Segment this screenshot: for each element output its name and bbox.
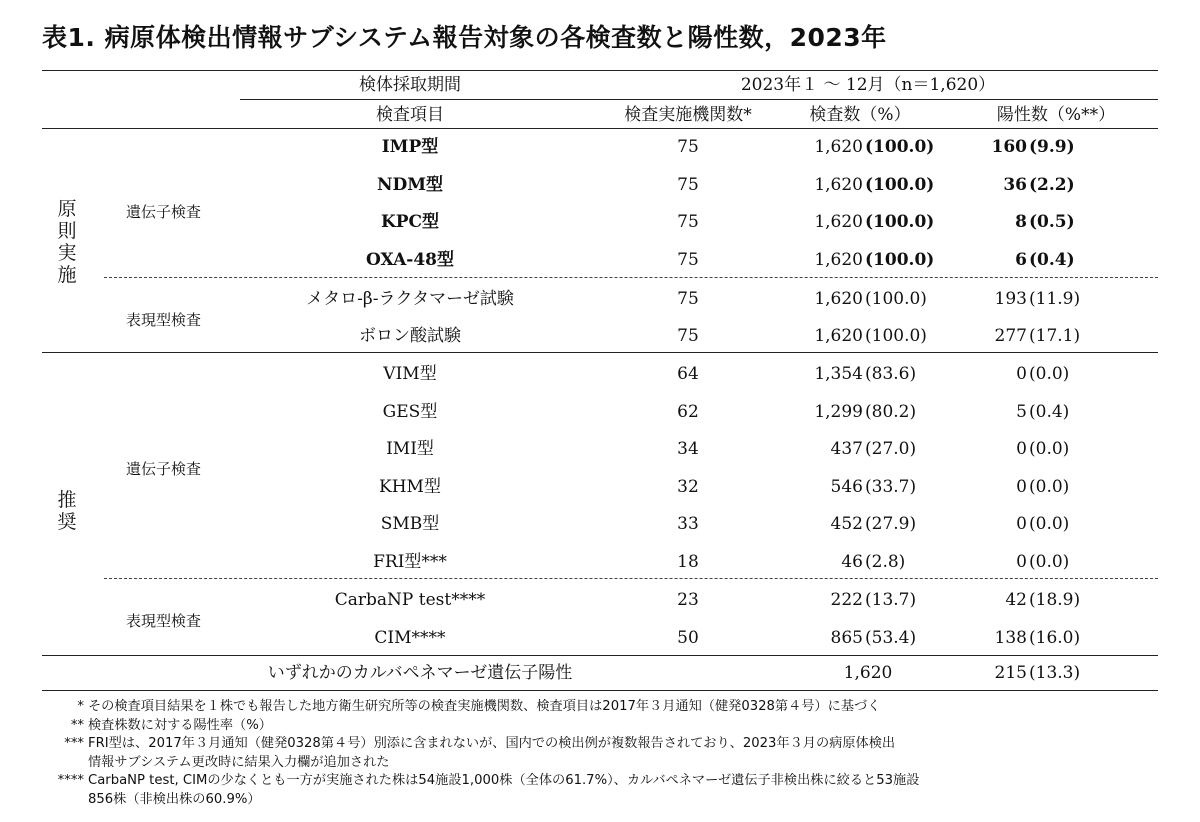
row-institutions: 75 (677, 175, 699, 195)
row-institutions: 75 (677, 250, 699, 270)
row-positives: 42 (1005, 590, 1027, 610)
group-label-phenotypic: 表現型検査 (126, 311, 202, 329)
row-tests: 1,299 (814, 402, 863, 422)
row-positives-percent: (2.2) (1029, 175, 1075, 195)
row-item: VIM型 (383, 364, 437, 384)
row-tests: 546 (830, 477, 863, 497)
row-tests-percent: (27.9) (865, 514, 917, 534)
row-tests: 1,620 (814, 326, 863, 346)
footnote-mark: **** (57, 773, 84, 788)
row-item: FRI型*** (373, 552, 447, 572)
row-institutions: 34 (677, 439, 699, 459)
row-positives-percent: (11.9) (1029, 289, 1081, 309)
total-top-rule (42, 655, 1158, 656)
row-tests-percent: (33.7) (865, 477, 917, 497)
total-tests: 1,620 (843, 663, 893, 683)
row-positives-percent: (18.9) (1029, 590, 1081, 610)
total-positives: 215 (994, 663, 1027, 683)
row-positives: 0 (1016, 439, 1027, 459)
row-item: OXA-48型 (366, 250, 454, 270)
principle-divider (104, 277, 1158, 278)
row-positives-percent: (9.9) (1029, 137, 1075, 157)
row-positives: 0 (1016, 552, 1027, 572)
row-institutions: 75 (677, 137, 699, 157)
group-label-genetic: 遺伝子検査 (126, 203, 202, 221)
row-tests: 865 (830, 628, 863, 648)
row-tests: 1,620 (814, 212, 863, 232)
row-item: KHM型 (379, 477, 441, 497)
row-tests: 222 (830, 590, 863, 610)
row-positives: 277 (994, 326, 1027, 346)
row-tests: 437 (830, 439, 863, 459)
total-label: いずれかのカルバペネマーゼ遺伝子陽性 (267, 663, 573, 683)
row-tests-percent: (100.0) (865, 175, 935, 195)
row-positives: 8 (1015, 212, 1027, 232)
row-institutions: 75 (677, 212, 699, 232)
total-positives-percent: (13.3) (1029, 663, 1081, 683)
row-positives: 6 (1015, 250, 1027, 270)
row-tests-percent: (27.0) (865, 439, 917, 459)
row-item: CarbaNP test**** (334, 590, 486, 610)
footnote-text: CarbaNP test, CIMの少なくとも一方が実施された株は54施設1,000株（全体の61.7%）、カルバペネマーゼ遺伝子非検出株に絞ると53施設 (88, 773, 920, 788)
table-top-rule (42, 70, 1158, 71)
row-positives-percent: (17.1) (1029, 326, 1081, 346)
row-positives: 0 (1016, 514, 1027, 534)
group-label-genetic: 遺伝子検査 (126, 460, 202, 478)
section-divider (42, 352, 1158, 353)
period-value: 2023年１ ～ 12月（n＝1,620） (740, 75, 996, 95)
row-institutions: 62 (677, 402, 699, 422)
row-item: NDM型 (376, 175, 444, 195)
row-tests-percent: (100.0) (865, 326, 927, 346)
header-bottom-rule (42, 128, 1158, 129)
recommended-divider (104, 578, 1158, 579)
footnote-mark: ** (70, 717, 84, 733)
row-positives: 36 (1003, 175, 1027, 195)
row-tests: 1,620 (814, 175, 863, 195)
footnote-text: 情報サブシステム更改時に結果入力欄が追加された (88, 754, 390, 770)
row-institutions: 75 (677, 326, 699, 346)
footnote-mark: * (77, 699, 84, 714)
row-item: GES型 (382, 402, 438, 422)
row-positives: 160 (991, 137, 1027, 157)
row-institutions: 75 (677, 289, 699, 309)
row-positives-percent: (16.0) (1029, 628, 1081, 648)
row-positives-percent: (0.5) (1029, 212, 1075, 232)
row-institutions: 33 (677, 514, 699, 534)
row-positives-percent: (0.4) (1029, 402, 1070, 422)
row-positives: 5 (1016, 402, 1027, 422)
row-positives: 138 (994, 628, 1027, 648)
header-sub-rule (240, 99, 1158, 100)
period-label: 検体採取期間 (359, 75, 461, 95)
footnote-text: その検査項目結果を１株でも報告した地方衛生研究所等の検査実施機関数、検査項目は2017年３月通知（健発0328第４号）に基づく (88, 699, 881, 714)
row-tests-percent: (100.0) (865, 137, 935, 157)
group-label-phenotypic: 表現型検査 (126, 612, 202, 630)
tests-column-header: 検査数（%） (809, 105, 911, 125)
footnote-text: 検査株数に対する陽性率（%） (88, 717, 272, 733)
row-positives: 193 (994, 289, 1027, 309)
row-tests-percent: (13.7) (865, 590, 917, 610)
row-institutions: 18 (677, 552, 699, 572)
row-tests-percent: (80.2) (865, 402, 917, 422)
footnote-text: FRI型は、2017年３月通知（健発0328第４号）別添に含まれないが、国内での検出例が複数報告されており、2023年３月の病原体検出 (88, 736, 896, 751)
row-tests-percent: (2.8) (865, 552, 906, 572)
row-positives-percent: (0.0) (1029, 364, 1070, 384)
row-item: メタロ-β-ラクタマーゼ試験 (306, 289, 514, 309)
positives-column-header: 陽性数（%**） (996, 105, 1116, 125)
row-positives-percent: (0.0) (1029, 552, 1070, 572)
row-tests-percent: (53.4) (865, 628, 917, 648)
row-tests-percent: (83.6) (865, 364, 917, 384)
row-positives-percent: (0.0) (1029, 477, 1070, 497)
row-item: SMB型 (380, 514, 440, 534)
row-item: KPC型 (380, 212, 440, 232)
row-positives: 0 (1016, 477, 1027, 497)
row-item: IMI型 (386, 439, 434, 459)
section-label-recommended: 推奨 (57, 489, 77, 533)
row-positives-percent: (0.0) (1029, 439, 1070, 459)
row-item: IMP型 (381, 137, 439, 157)
table-bottom-rule (42, 690, 1158, 691)
row-institutions: 23 (677, 590, 699, 610)
row-positives-percent: (0.4) (1029, 250, 1075, 270)
item-column-header: 検査項目 (376, 105, 444, 125)
row-tests: 1,354 (814, 364, 863, 384)
row-tests: 1,620 (814, 250, 863, 270)
footnote-mark: *** (64, 736, 84, 751)
row-positives: 0 (1016, 364, 1027, 384)
row-institutions: 50 (677, 628, 699, 648)
row-institutions: 64 (677, 364, 699, 384)
institutions-column-header: 検査実施機関数* (624, 105, 752, 125)
row-tests-percent: (100.0) (865, 250, 935, 270)
row-tests: 1,620 (814, 137, 863, 157)
footnote-text: 856株（非検出株の60.9%） (88, 791, 261, 807)
row-tests: 452 (830, 514, 863, 534)
row-institutions: 32 (677, 477, 699, 497)
row-tests: 1,620 (814, 289, 863, 309)
row-tests-percent: (100.0) (865, 289, 927, 309)
row-tests: 46 (841, 552, 863, 572)
page-title: 表1. 病原体検出情報サブシステム報告対象の各検査数と陽性数，2023年 (42, 23, 887, 52)
row-item: ボロン酸試験 (359, 326, 461, 346)
row-item: CIM**** (374, 628, 446, 648)
row-positives-percent: (0.0) (1029, 514, 1070, 534)
row-tests-percent: (100.0) (865, 212, 935, 232)
section-label-principle: 原則実施 (57, 198, 77, 286)
